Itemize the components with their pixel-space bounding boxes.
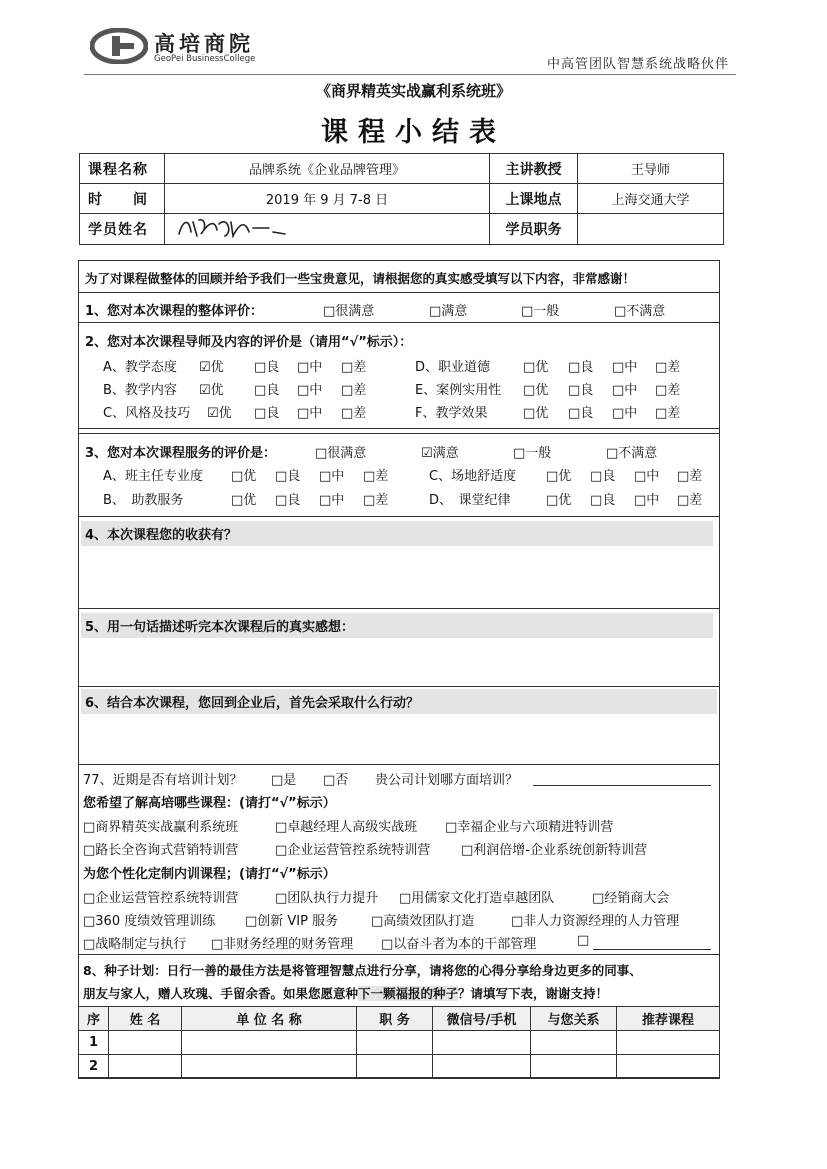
custom-option[interactable]: □创新 VIP 服务 (245, 914, 339, 929)
location-label: 上课地点 (490, 184, 578, 214)
course-value: 品牌系统《企业品牌管理》 (165, 154, 490, 184)
q2-option[interactable]: □中 (612, 406, 638, 421)
custom-option[interactable]: □经销商大会 (592, 891, 670, 906)
course-program-name: 《商界精英实战赢利系统班》 (315, 82, 511, 100)
q3-item-label: D、 课堂纪律 (429, 493, 511, 508)
q8-line1: 8、种子计划：日行一善的最佳方法是将管理智慧点进行分享，请将您的心得分享给身边更多的同事、 (83, 963, 642, 978)
q3-section (79, 433, 719, 517)
q2-label: 2、您对本次课程导师及内容的评价是（请用“√”标示）： (85, 335, 413, 350)
q3-option[interactable]: □良 (275, 469, 301, 484)
q1-option-very-satisfied[interactable]: □很满意 (323, 304, 375, 319)
custom-other-input[interactable] (593, 949, 711, 950)
header-divider (84, 74, 736, 75)
logo-mark-icon (90, 28, 148, 64)
intro-text: 为了对课程做整体的回顾并给予我们一些宝贵意见，请根据您的真实感受填写以下内容，非常感谢！ (85, 271, 636, 286)
q3-option[interactable]: □中 (319, 469, 345, 484)
table-row (79, 1031, 720, 1055)
q8-highlight: 下一颗福报的种子 (358, 986, 459, 1001)
q2-option[interactable]: □差 (655, 406, 681, 421)
q2-option[interactable]: □中 (612, 360, 638, 375)
q2-item-label: B、教学内容 (103, 383, 177, 398)
q2-option[interactable]: ☑优 (199, 360, 224, 375)
column-header: 姓 名 (109, 1007, 182, 1031)
student-name-field[interactable] (165, 214, 490, 245)
q2-option[interactable]: ☑优 (199, 383, 224, 398)
q2-item-label: C、风格及技巧 (103, 406, 191, 421)
course-option[interactable]: □企业运营管控系统特训营 (275, 843, 431, 858)
custom-option[interactable]: □ (577, 933, 590, 948)
custom-option[interactable]: □360 度绩效管理训练 (83, 914, 216, 929)
q3-option-unsatisfied[interactable]: □不满意 (606, 446, 658, 461)
q4-label: 4、本次课程您的收获有？ (81, 521, 713, 546)
table-cell[interactable] (357, 1031, 433, 1055)
custom-option[interactable]: □团队执行力提升 (275, 891, 379, 906)
q7-courses-label: 您希望了解高培哪些课程：(请打“√”标示） (83, 796, 336, 811)
course-label: 课程名称 (80, 154, 165, 184)
q3-item-label: C、场地舒适度 (429, 469, 517, 484)
row-number: 1 (79, 1031, 109, 1055)
q3-option[interactable]: □优 (231, 493, 257, 508)
column-header: 与您关系 (531, 1007, 617, 1031)
q1-option-satisfied[interactable]: □满意 (429, 304, 468, 319)
table-cell[interactable] (109, 1031, 182, 1055)
course-option[interactable]: □幸福企业与六项精进特训营 (445, 820, 614, 835)
course-option[interactable]: □卓越经理人高级实战班 (275, 820, 418, 835)
q1-option-average[interactable]: □一般 (521, 304, 560, 319)
q2-option[interactable]: □中 (297, 360, 323, 375)
q3-option[interactable]: □优 (546, 469, 572, 484)
q2-option[interactable]: □良 (254, 360, 280, 375)
tagline: 中高管团队智慧系统战略伙伴 (546, 57, 729, 72)
q3-option-satisfied[interactable]: ☑满意 (421, 446, 459, 461)
q7-option-no[interactable]: □否 (323, 773, 349, 788)
table-cell[interactable] (531, 1055, 617, 1079)
q7-option-yes[interactable]: □是 (271, 773, 297, 788)
q3-option[interactable]: □优 (231, 469, 257, 484)
survey-form (78, 260, 720, 1078)
q2-option[interactable]: □中 (297, 406, 323, 421)
q3-option[interactable]: □良 (590, 493, 616, 508)
q6-label: 6、结合本次课程，您回到企业后，首先会采取什么行动？ (81, 689, 717, 714)
q3-option[interactable]: □差 (677, 493, 703, 508)
q7-custom-label: 为您个性化定制内训课程；(请打“√”标示） (83, 867, 336, 882)
student-label: 学员姓名 (80, 214, 165, 245)
q2-option[interactable]: □良 (254, 406, 280, 421)
position-label: 学员职务 (490, 214, 578, 245)
q2-option[interactable]: □良 (568, 406, 594, 421)
table-cell[interactable] (109, 1055, 182, 1079)
q4-section[interactable] (79, 517, 719, 609)
q7-which-input[interactable] (533, 785, 711, 786)
q3-option-average[interactable]: □一般 (513, 446, 552, 461)
q3-item-label: B、 助教服务 (103, 493, 184, 508)
q3-option[interactable]: □中 (319, 493, 345, 508)
table-cell[interactable] (433, 1031, 531, 1055)
page-title: 课程小结表 (321, 117, 506, 148)
course-option[interactable]: □路长全咨询式营销特训营 (83, 843, 239, 858)
course-option[interactable]: □利润倍增-企业系统创新特训营 (461, 843, 647, 858)
q2-option[interactable]: □差 (655, 383, 681, 398)
table-row (79, 1055, 720, 1079)
q3-option[interactable]: □差 (677, 469, 703, 484)
custom-option[interactable]: □非人力资源经理的人力管理 (511, 914, 680, 929)
q3-option[interactable]: □中 (634, 469, 660, 484)
q2-option[interactable]: □差 (341, 406, 367, 421)
q3-option[interactable]: □差 (363, 493, 389, 508)
course-info-table (79, 153, 724, 245)
q3-option[interactable]: □中 (634, 493, 660, 508)
table-cell[interactable] (617, 1055, 720, 1079)
q2-item-label: E、案例实用性 (415, 383, 502, 398)
position-field[interactable] (578, 214, 724, 245)
custom-option[interactable]: □非财务经理的财务管理 (211, 937, 354, 952)
table-cell[interactable] (182, 1031, 357, 1055)
logo (90, 26, 265, 70)
custom-option[interactable]: □以奋斗者为本的干部管理 (381, 937, 537, 952)
q5-label: 5、用一句话描述听完本次课程后的真实感想： (81, 613, 713, 638)
teacher-value: 王导师 (578, 154, 724, 184)
q2-item-label: A、教学态度 (103, 360, 177, 375)
q7-which-label: 贵公司计划哪方面培训？ (375, 773, 519, 788)
course-option[interactable]: □商界精英实战赢利系统班 (83, 820, 239, 835)
seed-plan-table (78, 1006, 720, 1079)
q2-option[interactable]: □良 (568, 360, 594, 375)
q2-option[interactable]: ☑优 (207, 406, 232, 421)
q6-section[interactable] (79, 687, 719, 765)
logo-chinese-name: 高培商院 (154, 31, 254, 56)
column-header: 序 (79, 1007, 109, 1031)
time-value: 2019 年 9 月 7-8 日 (165, 184, 490, 214)
q7-label: 77、近期是否有培训计划？ (83, 773, 243, 788)
q3-option[interactable]: □差 (363, 469, 389, 484)
teacher-label: 主讲教授 (490, 154, 578, 184)
q2-option[interactable]: □差 (341, 360, 367, 375)
q2-option[interactable]: □中 (297, 383, 323, 398)
table-cell[interactable] (531, 1031, 617, 1055)
signature-icon (173, 214, 303, 240)
q2-option[interactable]: □中 (612, 383, 638, 398)
row-number: 2 (79, 1055, 109, 1079)
intro-section (79, 261, 719, 293)
column-header: 单 位 名 称 (182, 1007, 357, 1031)
column-header: 推荐课程 (617, 1007, 720, 1031)
custom-option[interactable]: □战略制定与执行 (83, 937, 187, 952)
table-header-row (79, 1007, 720, 1031)
q2-option[interactable]: □良 (568, 383, 594, 398)
q7-section (79, 765, 719, 955)
table-cell[interactable] (617, 1031, 720, 1055)
q3-option[interactable]: □优 (546, 493, 572, 508)
q3-option[interactable]: □良 (590, 469, 616, 484)
q8-section (79, 955, 719, 1006)
q3-label: 3、您对本次课程服务的评价是： (85, 446, 277, 461)
q1-option-unsatisfied[interactable]: □不满意 (614, 304, 666, 319)
q1-section (79, 293, 719, 323)
q2-section (79, 323, 719, 429)
custom-option[interactable]: □企业运营管控系统特训营 (83, 891, 239, 906)
q2-option[interactable]: □差 (655, 360, 681, 375)
q3-option[interactable]: □良 (275, 493, 301, 508)
q2-option[interactable]: □良 (254, 383, 280, 398)
column-header: 职 务 (357, 1007, 433, 1031)
q3-option-very-satisfied[interactable]: □很满意 (315, 446, 367, 461)
column-header: 微信号/手机 (433, 1007, 531, 1031)
q2-option[interactable]: □优 (523, 360, 549, 375)
q2-option[interactable]: □优 (523, 383, 549, 398)
custom-option[interactable]: □高绩效团队打造 (371, 914, 475, 929)
q8-line2-end: ？请填写下表，谢谢支持！ (458, 986, 609, 1001)
q5-section[interactable] (79, 609, 719, 687)
q3-item-label: A、班主任专业度 (103, 469, 203, 484)
time-label: 时 间 (80, 184, 165, 214)
q1-label: 1、您对本次课程的整体评价： (85, 304, 264, 319)
q2-option[interactable]: □差 (341, 383, 367, 398)
location-value: 上海交通大学 (578, 184, 724, 214)
q2-item-label: F、教学效果 (415, 406, 488, 421)
q8-line2-start: 朋友与家人，赠人玫瑰、手留余香。如果您愿意种 (83, 986, 359, 1001)
table-cell[interactable] (182, 1055, 357, 1079)
logo-english-name: GeoPei BusinessCollege (154, 54, 256, 64)
q2-item-label: D、职业道德 (415, 360, 491, 375)
custom-option[interactable]: □用儒家文化打造卓越团队 (399, 891, 555, 906)
q8-line2 (83, 984, 608, 1002)
q2-option[interactable]: □优 (523, 406, 549, 421)
table-cell[interactable] (433, 1055, 531, 1079)
table-cell[interactable] (357, 1055, 433, 1079)
